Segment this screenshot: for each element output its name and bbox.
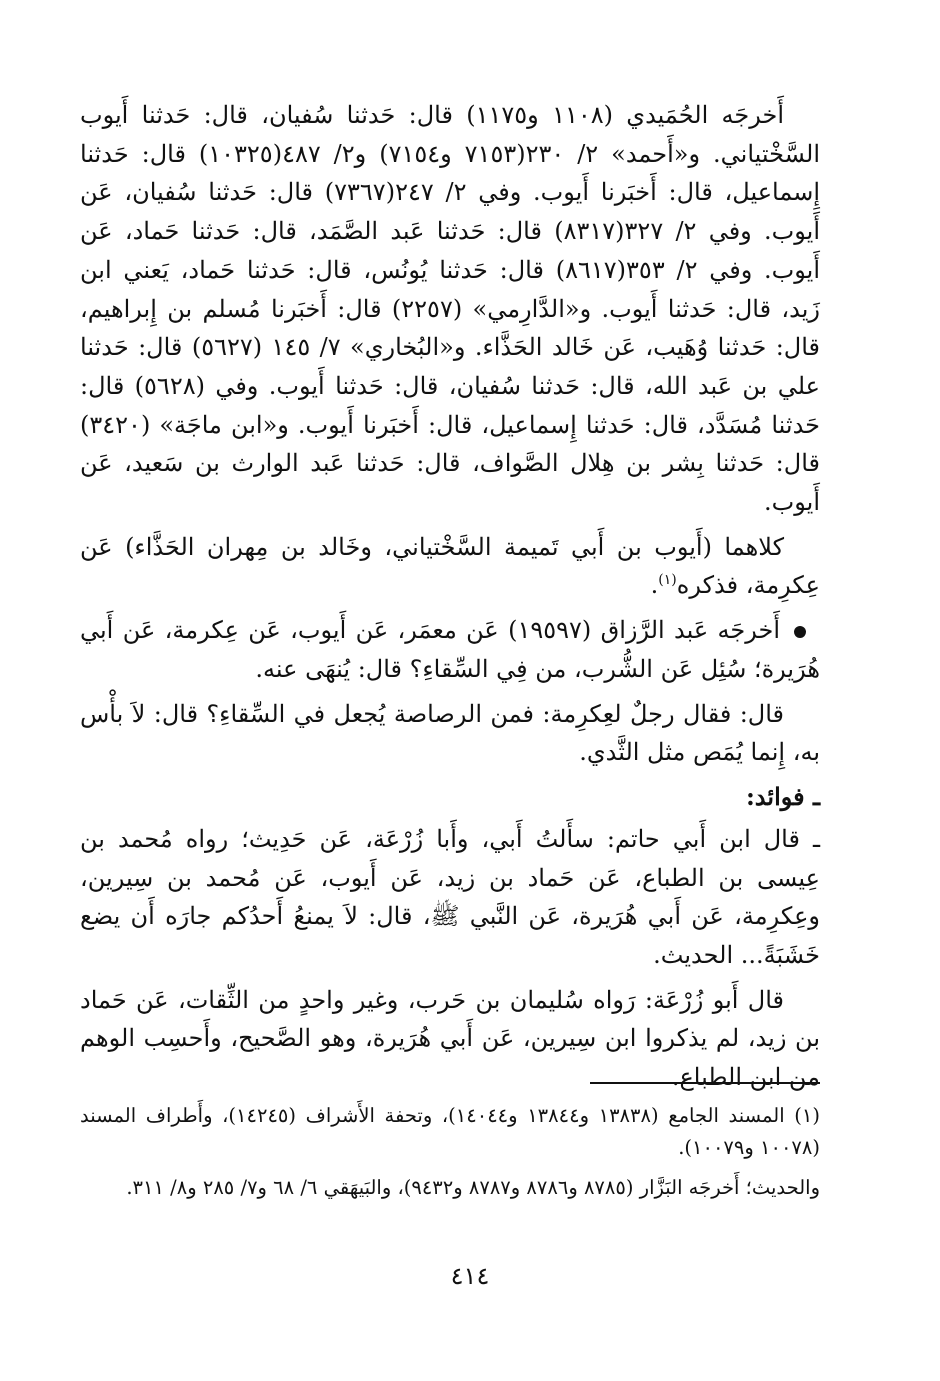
page-number: ٤١٤ bbox=[450, 1262, 490, 1290]
paragraph-abu-zura: قال أَبو زُرْعَة: رَواه سُليمان بن حَرب، وغير واحدٍ من الثِّقات، عَن حَماد بن زيد، لم يذكروا ابن سِيرين، عَن أَبي هُرَيرة، وهو الصَّحيح، وأَحسِب الوهم من ابن الطباع. bbox=[80, 985, 820, 1092]
paragraph-kilahuma bbox=[80, 528, 820, 605]
paragraph-abdulrazzaq-text: أَخرجَه عَبد الرَّزاق (١٩٥٩٧) عَن معمَر، عَن أَيوب، عَن عِكرمة، عَن أَبي هُرَيرة؛ سُئِل عَن الشُّرب، من فِي السِّقاءِ؟ قال: يُنهَى عنه. bbox=[80, 616, 820, 683]
paragraph-kilahuma-text: كلاهما (أَيوب بن أَبي تَميمة السَّخْتياني، وخَالد بن مِهران الحَذَّاء) عَن عِكرِمة، فذكره bbox=[80, 532, 820, 600]
paragraph-ibn-abi-hatim: ـ قال ابن أَبي حاتم: سأَلتُ أَبي، وأَبا زُرْعَة، عَن حَدِيث؛ رواه مُحمد بن عِيسى بن الطباع، عَن حَماد بن زيد، عَن أَيوب، عَن مُحمد بن سِيرين، وعِكرِمة، عَن أَبي هُرَيرة، عَن النَّبي ﷺ، قال: لاَ يمنعُ أَحدُكم جارَه أَن يضع خَشَبَةً... الحديث. bbox=[80, 824, 820, 970]
paragraph-rasasa: قال: فقال رجلٌ لعِكرِمة: فمن الرصاصة يُجعل في السِّقاءِ؟ قال: لاَ بأْس به، إِنما يُمَص مثل الثَّدي. bbox=[80, 699, 820, 767]
footnote-1-continued: والحديث؛ أَخرجَه البَزَّار (٨٧٨٥ و٨٧٨٦ و٨٧٨٧ و٩٤٣٢)، والبَيهَقي ٦/ ٦٨ و٧/ ٢٨٥ و٨/ ٣١١. bbox=[126, 1176, 820, 1199]
paragraph-takhrij: أَخرجَه الحُمَيدي (١١٠٨ و١١٧٥) قال: حَدثنا سُفيان، قال: حَدثنا أَيوب السَّخْتياني. و«أَحمد» ٢/ ٢٣٠(٧١٥٣ و٧١٥٤) و٢/ ٤٨٧(١٠٣٢٥) قال: حَدثنا إِسماعيل، قال: أَخبَرنا أَيوب. وفي ٢/ ٢٤٧(٧٣٦٧) قال: حَدثنا سُفيان، عَن أَيوب. وفي ٢/ ٣٢٧(٨٣١٧) قال: حَدثنا عَبد الصَّمَد، قال: حَدثنا حَماد، عَن أَيوب. وفي ٢/ ٣٥٣(٨٦١٧) قال: حَدثنا يُونُس، قال: حَدثنا حَماد، يَعني ابن زَيد، قال: حَدثنا أَيوب. و«الدَّارِمي» (٢٢٥٧) قال: أَخبَرنا مُسلم بن إِبراهيم، قال: حَدثنا وُهَيب، عَن خَالد الحَذَّاء. و«البُخاري» ٧/ ١٤٥ (٥٦٢٧) قال: حَدثنا علي بن عَبد الله، قال: حَدثنا سُفيان، قال: حَدثنا أَيوب. وفي (٥٦٢٨) قال: حَدثنا مُسَدَّد، قال: حَدثنا إِسماعيل، قال: أَخبَرنا أَيوب. و«ابن ماجَة» (٣٤٢٠) قال: حَدثنا بِشر بن هِلال الصَّواف، قال: حَدثنا عَبد الوارث بن سَعيد، عَن أَيوب. bbox=[80, 101, 821, 517]
paragraph-abdulrazzaq bbox=[80, 611, 820, 688]
footnote-1: (١) المسند الجامع (١٣٨٣٨ و١٣٨٤٤ و١٤٠٤٤)، وتحفة الأَشراف (١٤٢٤٥)، وأَطراف المسند (١٠٠٧٨ و١٠٠٧٩). bbox=[80, 1104, 820, 1159]
footnotes bbox=[80, 1100, 820, 1212]
footnote-ref-1[interactable]: (١) bbox=[658, 572, 677, 589]
footnote-divider bbox=[590, 1082, 820, 1084]
paragraph-kilahuma-end: . bbox=[650, 571, 659, 600]
main-text bbox=[80, 96, 820, 1103]
section-heading-fawaid: ـ فوائد: bbox=[745, 781, 820, 811]
bullet-icon bbox=[794, 626, 806, 638]
